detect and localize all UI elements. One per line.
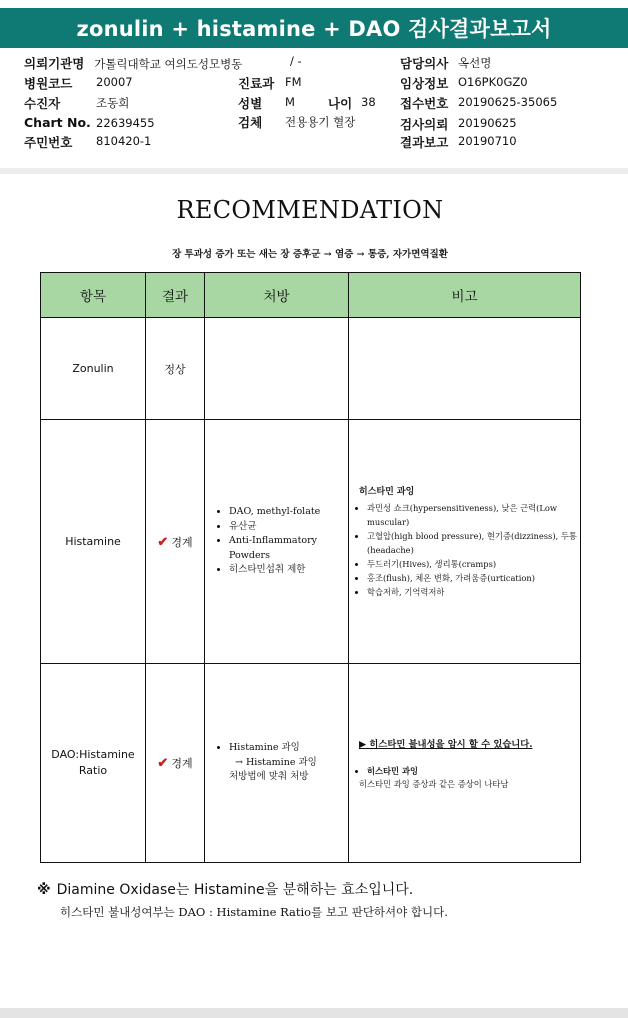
item-dao-ratio [41,664,146,863]
hospital-row [24,54,242,72]
hospital-value: 가톨릭대학교 여의도성모병동 [94,57,243,71]
header-item: 항목 [41,273,146,318]
prescription-list [205,741,348,785]
result-histamine-cell [146,420,205,664]
item-dao-ratio-line1: DAO:Histamine [51,748,135,761]
list-item: • 유산균 [229,520,348,535]
hospital-label: 의뢰기관명 [24,56,85,71]
code-row [24,74,72,92]
footer-divider [0,1008,628,1018]
intolerance-warning: ▶ 히스타민 불내성을 암시 할 수 있습니다. [359,739,533,750]
receipt-label: 접수번호 [400,96,449,111]
header-divider [0,168,628,174]
receipt-value: 20190625-35065 [458,95,558,109]
sex-label: 성별 [238,96,263,111]
list-item: • DAO, methyl-folate [229,505,348,520]
list-item: • 홍조(flush), 체온 변화, 가려움증(urtication) [367,571,580,585]
chart-label: Chart No. [24,115,91,130]
sex-value: M [285,95,295,109]
report-date-value: 20190710 [458,134,517,148]
id-label: 주민번호 [24,135,73,150]
table-row-zonulin [41,318,581,420]
recommendation-subtitle: 장 투과성 증가 또는 새는 장 증후군 → 염증 → 통증, 자가면역질환 [172,249,448,260]
prescription-dao-ratio [205,664,349,863]
list-item: • 두드러기(Hives), 생리통(cramps) [367,557,580,571]
age-label: 나이 [328,96,353,111]
request-value: 20190625 [458,116,517,130]
clinical-label: 임상정보 [400,76,449,91]
recommendation-title: RECOMMENDATION [176,196,444,224]
specimen-value: 전용용기 혈장 [285,115,356,129]
item-histamine: Histamine [41,420,146,664]
code-value: 20007 [96,75,133,89]
note-list [349,764,580,778]
patient-value: 조동희 [96,96,130,110]
check-mark-icon: ✔ [157,756,169,771]
table-row-dao-ratio [41,664,581,863]
chart-value: 22639455 [96,116,155,130]
header-result: 결과 [146,273,205,318]
list-item: • 히스타민 과잉 [367,764,580,778]
result-dao-ratio: 경계 [171,757,193,770]
note-zonulin [349,318,581,420]
specimen-label: 검체 [238,115,263,130]
list-item: • 학습저하, 기억력저하 [367,585,580,599]
list-item: • Histamine 과잉 → Histamine 과잉 처방법에 맞춰 처방 [229,741,348,785]
prescription-histamine [205,420,349,664]
id-value: 810420-1 [96,134,152,148]
item-dao-ratio-line2: Ratio [78,764,108,777]
clinical-value: O16PK0GZ0 [458,75,528,89]
footnote-dao: ※ Diamine Oxidase는 Histamine을 분해하는 효소입니다. [37,882,414,898]
age-value: 38 [361,95,376,109]
chart-row [24,115,91,130]
list-item: • Anti-Inflammatory Powders [229,534,348,563]
check-mark-icon: ✔ [157,534,169,550]
note-dao-ratio [349,664,581,863]
doctor-label: 담당의사 [400,56,449,71]
reference-mark-icon: ※ [37,882,51,898]
result-dao-ratio-cell [146,664,205,863]
code-label: 병원코드 [24,76,73,91]
dept-label: 진료과 [238,76,275,91]
table-row-histamine [41,420,581,664]
item-zonulin: Zonulin [41,318,146,420]
patient-row [24,94,60,112]
id-row [24,133,72,151]
report-date-label: 결과보고 [400,135,449,150]
dept-value: FM [285,75,302,89]
symptom-list [349,501,580,599]
list-item: • 고혈압(high blood pressure), 현기증(dizziness), 두통(headache) [367,529,580,557]
doctor-value: 옥선명 [458,56,492,70]
note-heading: 히스타민 과잉 [359,487,415,497]
list-item: • 과민성 쇼크(hypersensitiveness), 낮은 근력(Low muscular) [367,501,580,529]
patient-label: 수진자 [24,96,61,111]
prescription-zonulin [205,318,349,420]
result-histamine: 경계 [171,535,193,549]
recommendation-table [40,272,581,863]
prescription-list [205,505,348,578]
report-title: zonulin + histamine + DAO 검사결과보고서 [0,8,628,48]
header-prescription: 처방 [205,273,349,318]
footnote-ratio: 히스타민 불내성여부는 DAO : Histamine Ratio를 보고 판단하셔야 합니다. [60,905,448,919]
list-item: • 히스타민섭취 제한 [229,563,348,578]
hospital-extra: / - [290,54,302,68]
table-header-row [41,273,581,318]
request-label: 검사의뢰 [400,117,449,132]
note-histamine [349,420,581,664]
header-note: 비고 [349,273,581,318]
result-zonulin: 정상 [146,318,205,420]
note-body: 히스타민 과잉 증상과 같은 증상이 나타남 [359,779,509,789]
